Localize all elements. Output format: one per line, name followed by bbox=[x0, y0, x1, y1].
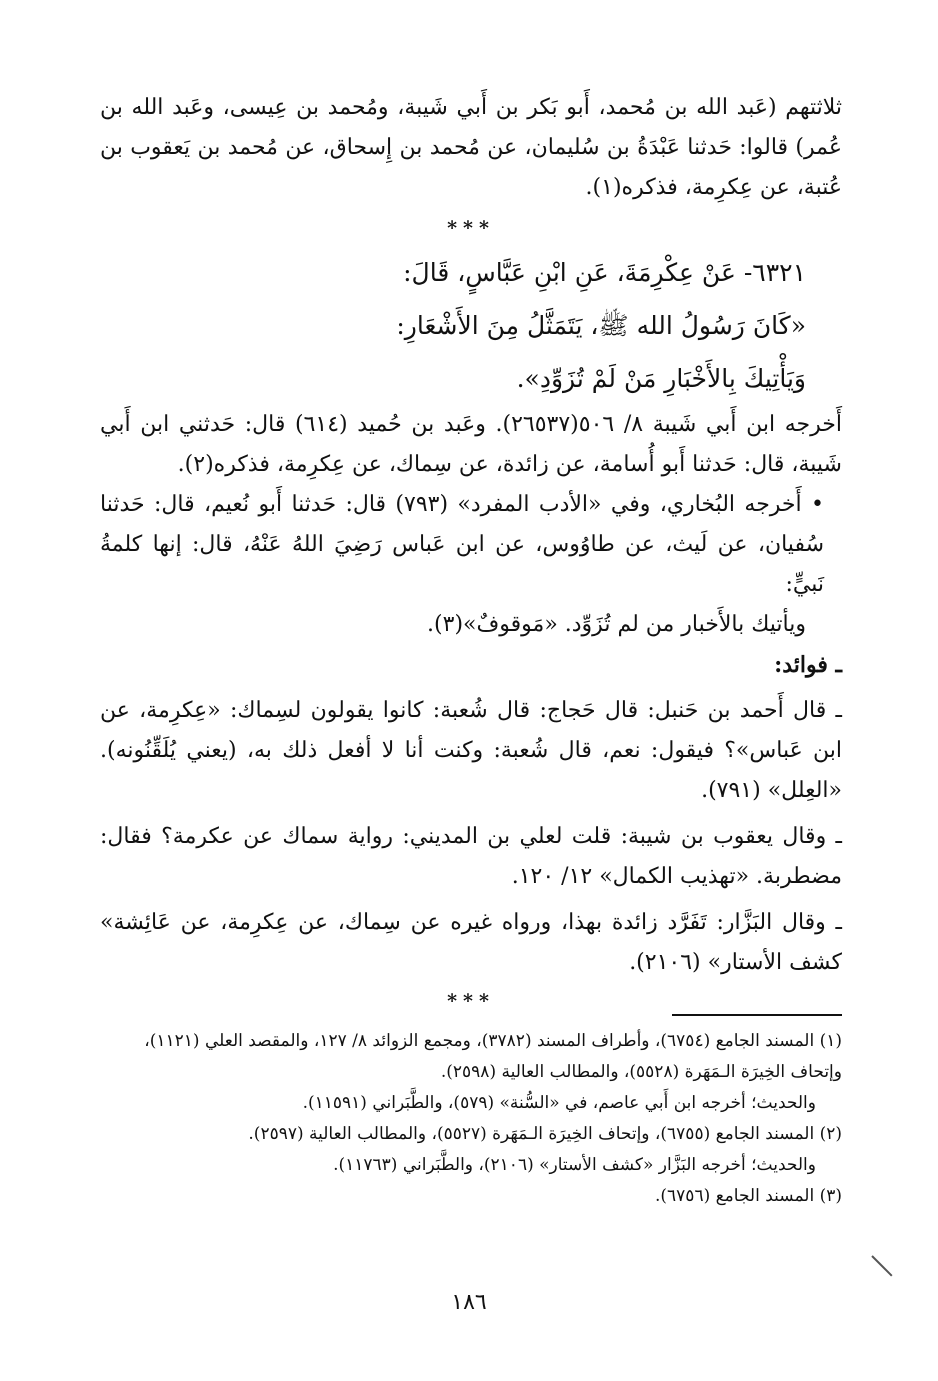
fawaid-item-2: ـ وقال يعقوب بن شيبة: قلت لعلي بن المديني: رواية سماك عن عكرمة؟ فقال: مضطربة. «تهذيب الكمال» ١٢/ ١٢٠. bbox=[100, 824, 842, 889]
hadith-line-2: «كَانَ رَسُولُ الله ﷺ، يَتَمَثَّلُ مِنَ الأَشْعَارِ: bbox=[396, 311, 806, 340]
intro-paragraph: ثلاثتهم (عَبد الله بن مُحمد، أَبو بَكر بن أَبي شَيبة، ومُحمد بن عِيسى، وعَبد الله بن عُمر) قالوا: حَدثنا عَبْدَةُ بن سُليمان، عن مُحمد بن إِسحاق، عن مُحمد بن يَعقوب بن عُتبة، عن عِكرِمة، فذكره(١). bbox=[100, 95, 842, 200]
footnote-1: (١) المسند الجامع (٦٧٥٤)، وأطراف المسند (٣٧٨٢)، ومجمع الزوائد ٨/ ١٢٧، والمقصد العلي (١١٢١)، وإتحاف الخِيرَة الـمَهَرة (٥٥٢٨)، والمطالب العالية (٢٥٩٨). bbox=[144, 1031, 842, 1082]
fawaid-item-3: ـ وقال البَزَّار: تَفَرَّد زائدة بهذا، ورواه غيره عن سِماك، عن عِكرِمة، عن عَائِشة» كشف الأستار» (٢١٠٦). bbox=[100, 910, 842, 975]
footnote-1-continued: والحديث؛ أخرجه ابن أَبي عاصم، في «السُّنة» (٥٧٩)، والطَّبَراني (١١٥٩١). bbox=[302, 1093, 816, 1113]
footnotes bbox=[100, 1026, 842, 1212]
footnote-3: (٣) المسند الجامع (٦٧٥٦). bbox=[655, 1186, 842, 1206]
page-number: ١٨٦ bbox=[451, 1290, 487, 1315]
section-separator-top: *** bbox=[447, 217, 495, 239]
hadith-line-3: وَيَأْتِيكَ بِالأَخْبَارِ مَنْ لَمْ تُزَوِّدِ». bbox=[516, 364, 806, 393]
bukhari-verse: ويأتيك بالأَخبار من لم تُزَوِّد. «مَوقوفٌ»(٣). bbox=[427, 612, 806, 637]
fawaid-heading: ـ فوائد: bbox=[774, 652, 842, 678]
takhrij-paragraph: أَخرجه ابن أَبي شَيبة ٨/ ٥٠٦(٢٦٥٣٧). وعَبد بن حُميد (٦١٤) قال: حَدثني ابن أَبي شَيبة، قال: حَدثنا أَبو أُسامة، عن زائدة، عن سِماك، عن عِكرِمة، فذكره(٢). bbox=[100, 412, 842, 477]
section-separator-bottom: *** bbox=[447, 990, 495, 1012]
footnote-2: (٢) المسند الجامع (٦٧٥٥)، وإتحاف الخِيرَة الـمَهَرة (٥٥٢٧)، والمطالب العالية (٢٥٩٧). bbox=[248, 1124, 842, 1144]
footnote-2-continued: والحديث؛ أخرجه البَزَّار «كشف الأستار» (٢١٠٦)، والطَّبَراني (١١٧٦٣). bbox=[333, 1155, 816, 1175]
main-text bbox=[100, 88, 842, 1019]
bukhari-paragraph: • أَخرجه البُخاري، وفي «الأدب المفرد» (٧٩٣) قال: حَدثنا أَبو نُعيم، قال: حَدثنا سُفيان، عن لَيث، عن طاوُوس، عن ابن عَباس رَضِيَ اللهُ عَنْهُ، قال: إنها كلمةُ نَبيٍّ: bbox=[100, 492, 825, 597]
footnote-separator bbox=[672, 1014, 842, 1016]
fawaid-item-1: ـ قال أَحمد بن حَنبل: قال حَجاج: قال شُعبة: كانوا يقولون لسِماك: «عِكرِمة، عن ابن عَباس»؟ فيقول: نعم، قال شُعبة: وكنت أنا لا أفعل ذلك به، (يعني يُلَقِّنُونه). «العِلل» (٧٩١). bbox=[100, 698, 842, 803]
hadith-line-1: ٦٣٢١- عَنْ عِكْرِمَةَ، عَنِ ابْنِ عَبَّاسٍ، قَالَ: bbox=[403, 258, 806, 287]
hadith-text bbox=[100, 246, 842, 405]
scan-mark bbox=[871, 1255, 892, 1276]
